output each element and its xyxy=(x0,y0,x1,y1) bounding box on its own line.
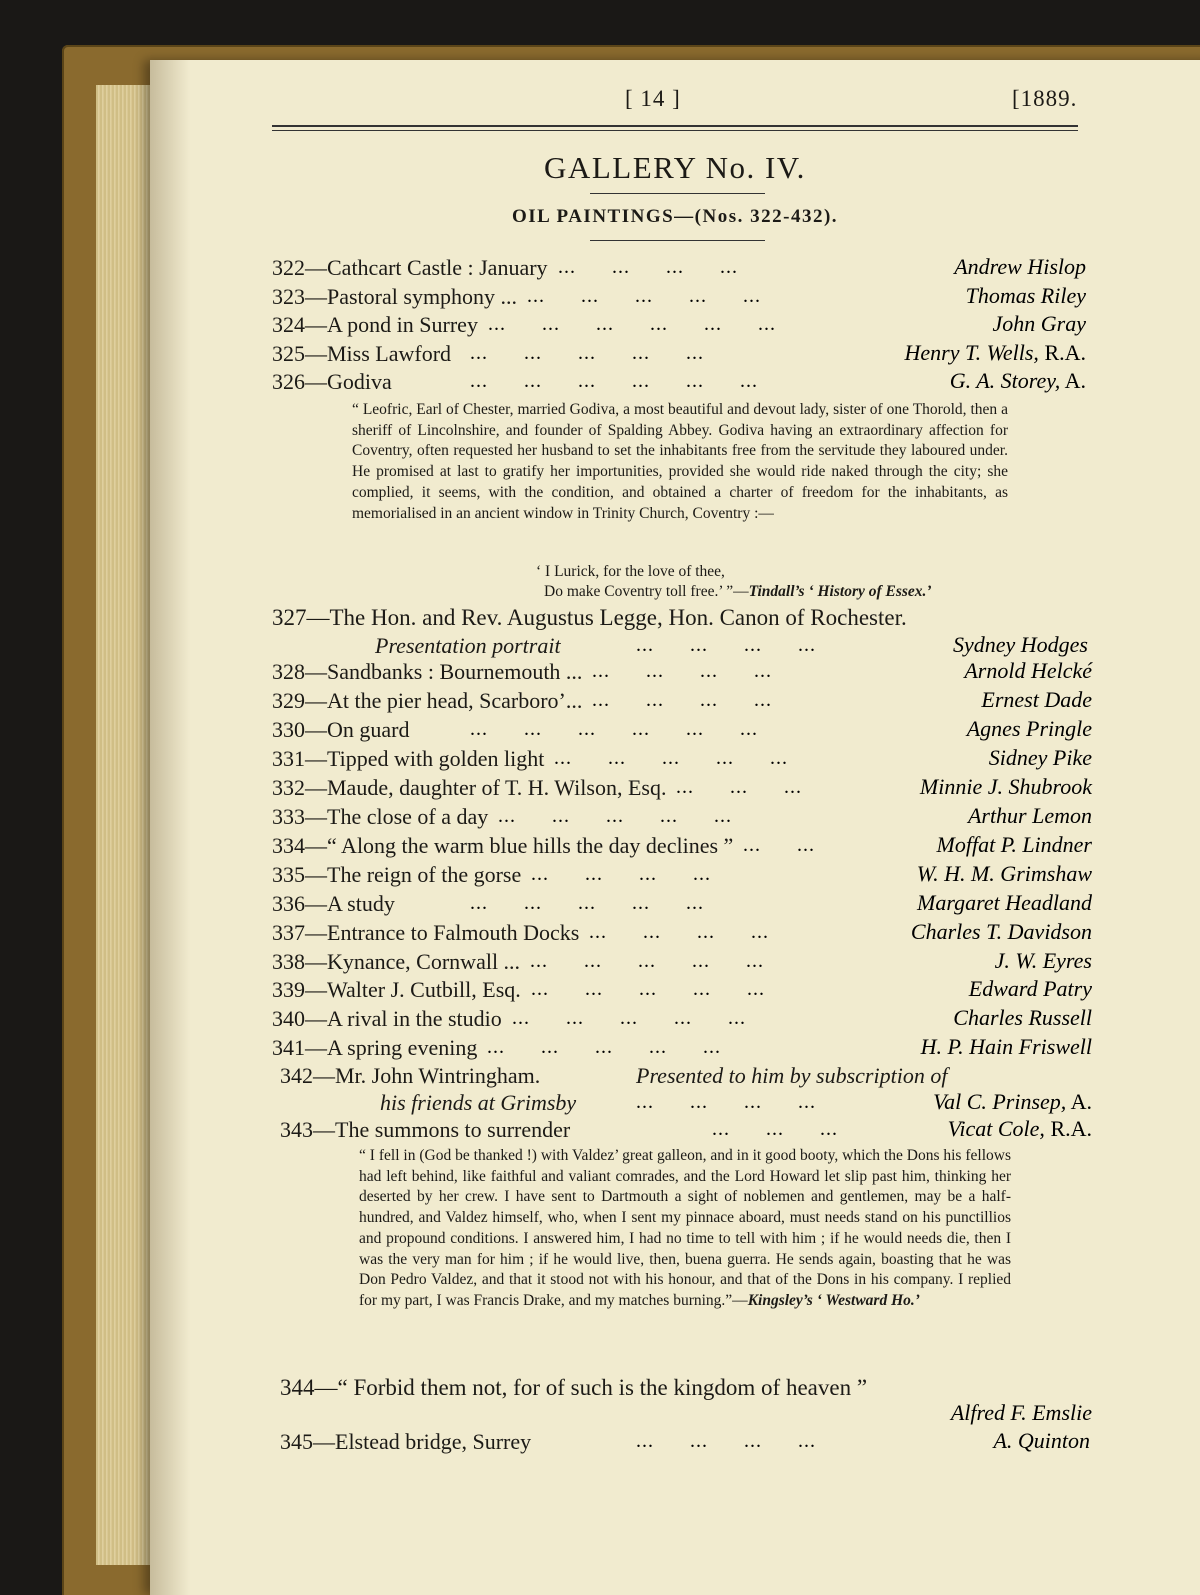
entry-number: 337 xyxy=(272,919,305,945)
entry-number: 336 xyxy=(272,890,305,916)
entry-dash: — xyxy=(305,716,327,742)
entry-artist xyxy=(911,919,1092,945)
entry-number: 326 xyxy=(272,369,305,394)
entry-artist xyxy=(989,745,1092,771)
entry-artist xyxy=(964,658,1092,684)
entry-dash: — xyxy=(306,605,330,630)
entry-artist xyxy=(937,832,1092,858)
entry-number: 328 xyxy=(272,659,305,684)
entry-327-subtitle xyxy=(375,632,561,660)
entry-row xyxy=(272,687,582,715)
entry-row xyxy=(272,803,488,831)
entry-dash: — xyxy=(305,340,327,366)
entry-dash: — xyxy=(305,659,327,684)
entry-title: Godiva xyxy=(327,369,392,394)
entry-327-leader: ... ... ... ... xyxy=(636,634,816,656)
entry-row xyxy=(272,311,478,339)
entry-345 xyxy=(280,1428,531,1456)
entry-327 xyxy=(272,604,907,632)
entry-344-artist: Alfred F. Emslie xyxy=(950,1400,1092,1425)
entry-title: Sandbanks : Bournemouth ... xyxy=(327,659,583,684)
section-title: OIL PAINTINGS—(Nos. 322-432). xyxy=(511,206,839,227)
entry-leader: ... ... ... ... ... xyxy=(531,978,765,1001)
entry-artist-name: Andrew Hislop xyxy=(954,254,1086,279)
entry-number: 335 xyxy=(272,861,305,887)
entry-artist-suffix: R.A. xyxy=(1038,339,1086,365)
entry-artist-name: Sidney Pike xyxy=(988,744,1092,770)
entry-artist-name: Arnold Helcké xyxy=(964,658,1092,683)
entry-leader: ... ... ... ... xyxy=(592,688,772,711)
entry-dash: — xyxy=(305,832,327,858)
gallery-title: GALLERY No. IV. xyxy=(544,150,806,185)
entry-343-num: 343 xyxy=(280,1117,313,1142)
entry-title: A spring evening xyxy=(327,1035,478,1061)
entry-dash: — xyxy=(305,861,327,887)
entry-artist-name: Agnes Pringle xyxy=(966,715,1092,741)
entry-343 xyxy=(280,1116,570,1144)
entry-artist xyxy=(904,340,1086,366)
drake-quote xyxy=(359,1146,1011,1312)
entry-row xyxy=(272,861,521,889)
entry-artist-name: Ernest Dade xyxy=(981,686,1092,712)
entry-343-title: The summons to surrender xyxy=(335,1117,571,1142)
entry-343-leader: ... ... ... xyxy=(712,1118,838,1140)
entry-row xyxy=(272,368,392,396)
entry-artist-name: Henry T. Wells, xyxy=(904,339,1039,365)
entry-dash: — xyxy=(313,1063,335,1088)
entry-342-note: Presented to him by subscription of xyxy=(636,1063,948,1088)
entry-row xyxy=(272,948,520,976)
entry-artist xyxy=(920,774,1092,800)
entry-artist xyxy=(969,976,1092,1002)
entry-row xyxy=(272,658,582,686)
header-rule xyxy=(272,125,1078,127)
entry-row xyxy=(272,745,544,773)
entry-artist-name: Margaret Headland xyxy=(917,889,1092,915)
entry-row xyxy=(272,254,548,282)
entry-345-title: Elstead bridge, Surrey xyxy=(335,1429,532,1454)
title-rule xyxy=(590,193,765,194)
entry-leader: ... ... ... ... ... xyxy=(487,1036,721,1059)
entry-dash: — xyxy=(305,255,327,280)
entry-dash: — xyxy=(305,745,327,771)
entry-dash: — xyxy=(305,1006,327,1032)
entry-dash: — xyxy=(305,890,327,916)
entry-title: A pond in Surrey xyxy=(327,312,478,337)
entry-number: 333 xyxy=(272,803,305,829)
entry-342 xyxy=(280,1062,540,1090)
entry-327-artist: Sydney Hodges xyxy=(952,632,1088,657)
entry-dash: — xyxy=(305,803,327,829)
entry-artist xyxy=(953,1005,1092,1031)
entry-leader: ... ... ... ... ... ... xyxy=(488,313,776,335)
entry-title: Tipped with golden light xyxy=(327,745,545,771)
entry-artist xyxy=(954,254,1086,280)
godiva-verse-2 xyxy=(544,582,932,602)
year-label: [1889. xyxy=(1012,86,1078,111)
entry-artist-name: Arthur Lemon xyxy=(967,802,1092,828)
entry-leader: ... ... ... ... ... xyxy=(554,746,788,769)
godiva-verse-2-text: Do make Coventry toll free.’ ”— xyxy=(544,583,749,600)
drake-source-title: ‘ Westward Ho.’ xyxy=(816,1291,920,1309)
entry-dash: — xyxy=(313,1429,335,1454)
entry-342-artist: Val C. Prinsep, A. xyxy=(933,1089,1092,1114)
entry-leader: ... ... ... ... ... xyxy=(530,949,764,972)
entry-342-num: 342 xyxy=(280,1063,313,1088)
entry-345-leader: ... ... ... ... xyxy=(636,1430,816,1452)
entry-title: Cathcart Castle : January xyxy=(327,255,548,280)
entry-artist xyxy=(917,861,1092,887)
entry-number: 334 xyxy=(272,832,305,858)
entry-title: A rival in the studio xyxy=(327,1006,502,1032)
entry-number: 330 xyxy=(272,716,305,742)
entry-327-num: 327 xyxy=(272,605,307,630)
entry-artist xyxy=(995,948,1092,974)
entry-dash: — xyxy=(305,774,327,800)
entry-leader: ... ... ... ... ... xyxy=(512,1007,746,1030)
entry-dash: — xyxy=(305,977,327,1003)
entry-leader: ... ... ... ... ... xyxy=(498,804,732,827)
entry-dash: — xyxy=(305,369,327,394)
entry-artist-name: Charles T. Davidson xyxy=(910,918,1092,944)
entry-number: 322 xyxy=(272,255,305,280)
entry-leader: ... ... xyxy=(743,833,815,856)
entry-dash: — xyxy=(305,919,327,945)
entry-dash: — xyxy=(313,1117,335,1142)
entry-row xyxy=(272,1034,477,1062)
entry-row xyxy=(272,976,521,1004)
entry-leader: ... ... ... ... ... xyxy=(470,891,704,914)
entry-artist-name: John Gray xyxy=(992,311,1086,336)
entry-title: On guard xyxy=(327,716,410,742)
entry-title: A study xyxy=(327,890,395,916)
entry-327-sub: Presentation portrait xyxy=(375,633,561,658)
entry-artist-name: J. W. Eyres xyxy=(994,947,1092,973)
entry-342-subtitle xyxy=(380,1089,576,1117)
entry-number: 324 xyxy=(272,312,305,337)
entry-342-title: Mr. John Wintringham. xyxy=(335,1063,541,1088)
entry-327-title: The Hon. and Rev. Augustus Legge, Hon. Canon of Rochester. xyxy=(329,605,907,630)
entry-title: The close of a day xyxy=(327,803,489,829)
entry-leader: ... ... ... ... xyxy=(558,256,738,278)
entry-343-artist: Vicat Cole, R.A. xyxy=(947,1116,1092,1141)
entry-artist-name: Thomas Riley xyxy=(965,282,1086,308)
entry-row xyxy=(272,890,395,918)
entry-artist-name: G. A. Storey, xyxy=(949,368,1061,393)
entry-title: Maude, daughter of T. H. Wilson, Esq. xyxy=(327,774,667,800)
entry-artist xyxy=(968,803,1092,829)
entry-leader: ... ... ... ... ... ... xyxy=(470,717,758,740)
entry-artist-name: Charles Russell xyxy=(953,1005,1092,1031)
entry-title: Entrance to Falmouth Docks xyxy=(327,919,580,945)
entry-artist xyxy=(981,687,1092,713)
page-edges xyxy=(96,85,156,1565)
entry-row xyxy=(272,283,517,311)
entry-artist-name: Edward Patry xyxy=(968,976,1092,1002)
entry-number: 339 xyxy=(272,977,305,1003)
entry-leader: ... ... ... ... ... xyxy=(527,284,761,307)
entry-artist-suffix: A. xyxy=(1060,368,1086,393)
entry-artist-name: Moffat P. Lindner xyxy=(936,831,1092,857)
entry-344-num: 344 xyxy=(280,1375,315,1400)
entry-artist xyxy=(967,716,1092,742)
entry-number: 338 xyxy=(272,948,305,974)
entry-artist-name: H. P. Hain Friswell xyxy=(920,1034,1092,1060)
entry-leader: ... ... ... xyxy=(676,775,802,798)
entry-row xyxy=(272,340,451,368)
entry-row xyxy=(272,832,733,860)
entry-345-num: 345 xyxy=(280,1429,313,1454)
entry-title: At the pier head, Scarboro’... xyxy=(327,687,583,713)
entry-number: 340 xyxy=(272,1006,305,1032)
entry-title: Kynance, Cornwall ... xyxy=(327,948,521,974)
entry-dash: — xyxy=(305,283,327,309)
drake-quote-text: “ I fell in (God be thanked !) with Valdez’ great galleon, and in it good booty, which the Dons his fellows had left behind, like faithful and valiant comrades, and the Lord Howard let slip past him, thinking her deserted by her crew. I have sent to Dartmouth a sight of noblemen and gentlemen, may be a half-hundred, and Valdez himself, who, when I sent my pinnace aboard, must needs stand on his punctillios and propound conditions. I answered him, I had no time to tell with him ; if he would needs die, then I was the very man for him ; if he would live, then, buena guerra. He sends again, boasting that he was Don Pedro Valdez, and that it stood not with his honour, and that of the Dons in his company. I replied for my part, I was Francis Drake, and my matches burning.”— xyxy=(359,1147,1011,1309)
entry-artist xyxy=(917,890,1092,916)
entry-dash: — xyxy=(305,312,327,337)
entry-artist xyxy=(950,368,1086,394)
header-rule-thin xyxy=(272,130,1078,131)
entry-344 xyxy=(280,1374,867,1402)
entry-leader: ... ... ... ... xyxy=(531,862,711,885)
entry-title: Walter J. Cutbill, Esq. xyxy=(327,977,521,1003)
entry-row xyxy=(272,774,666,802)
entry-row xyxy=(272,1005,502,1033)
entry-dash: — xyxy=(305,948,327,974)
entry-342-sub: his friends at Grimsby xyxy=(380,1090,577,1115)
entry-artist xyxy=(993,311,1086,337)
entry-row xyxy=(272,919,579,947)
entry-dash: — xyxy=(305,1035,327,1061)
entry-title: Pastoral symphony ... xyxy=(327,283,518,309)
godiva-quote: “ Leofric, Earl of Chester, married Godiva, a most beautiful and devout lady, sister of one Thorold, then a sheriff of Lincolnshire, and founder of Spalding Abbey. Godiva having an extraordinary affection for Coventry, often requested her husband to set the inhabitants free from the servitude they laboured under. He promised at last to gratify her importunities, provided she would ride naked through the city; she complied, it seems, with the condition, and obtained a charter of freedom for the inhabitants, as memorialised in an ancient window in Trinity Church, Coventry :— xyxy=(352,401,1008,522)
entry-title: “ Along the warm blue hills the day declines ” xyxy=(327,832,734,858)
entry-leader: ... ... ... ... xyxy=(589,920,769,943)
entry-leader: ... ... ... ... ... ... xyxy=(470,370,758,392)
godiva-source-author: Tindall’s xyxy=(748,583,805,600)
entry-title: The reign of the gorse xyxy=(327,861,522,887)
entry-number: 323 xyxy=(272,283,305,309)
entry-number: 331 xyxy=(272,745,305,771)
entry-number: 332 xyxy=(272,774,305,800)
godiva-source-title: ‘ History of Essex.’ xyxy=(808,583,932,600)
entry-leader: ... ... ... ... xyxy=(592,660,772,682)
page-number: [ 14 ] xyxy=(625,86,681,111)
entry-342-leader: ... ... ... ... xyxy=(636,1091,816,1113)
entry-artist-name: W. H. M. Grimshaw xyxy=(916,860,1092,886)
entry-artist xyxy=(921,1034,1092,1060)
entry-number: 341 xyxy=(272,1035,305,1061)
drake-source-author: Kingsley’s xyxy=(747,1291,813,1309)
entry-artist-name: Minnie J. Shubrook xyxy=(919,773,1092,799)
entry-345-artist: A. Quinton xyxy=(993,1428,1090,1453)
entry-dash: — xyxy=(314,1375,338,1400)
entry-leader: ... ... ... ... ... xyxy=(470,341,704,364)
entry-artist xyxy=(966,283,1086,309)
entry-title: Miss Lawford xyxy=(327,340,452,366)
entry-344-title: “ Forbid them not, for of such is the kingdom of heaven ” xyxy=(337,1375,868,1400)
entry-row xyxy=(272,716,409,744)
entry-dash: — xyxy=(305,687,327,713)
subtitle-rule xyxy=(590,240,765,241)
godiva-verse-1: ‘ I Lurick, for the love of thee, xyxy=(536,563,725,580)
entry-number: 329 xyxy=(272,687,305,713)
entry-number: 325 xyxy=(272,340,305,366)
